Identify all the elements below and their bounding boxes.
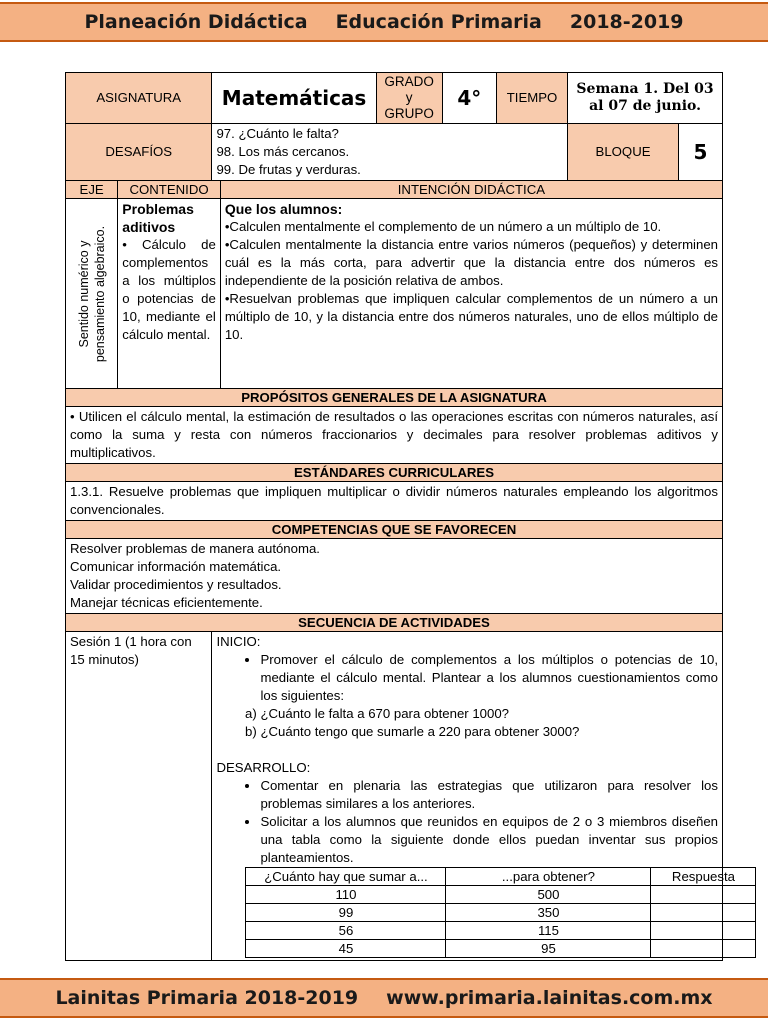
contenido-cell: [118, 199, 221, 389]
planning-table: [65, 72, 735, 961]
intencion-cell: [220, 199, 722, 389]
tiempo-label: TIEMPO: [496, 73, 567, 124]
activity-cell: [651, 904, 756, 922]
intencion-header: INTENCIÓN DIDÁCTICA: [220, 181, 722, 199]
activity-table: [245, 867, 756, 958]
activity-col-header: Respuesta: [651, 868, 756, 886]
tiempo-value: Semana 1. Del 03 al 07 de junio.: [568, 73, 723, 124]
propositos-text: • Utilicen el cálculo mental, la estimación de resultados o las operaciones escritas con números naturales, así como la suma y resta con números fraccionarios y decimales para resolver problemas aditivos y multiplicativos.: [66, 407, 723, 464]
intencion-item: •Calculen mentalmente el complemento de un número a un múltiplo de 10.: [224, 219, 662, 234]
estandares-header: ESTÁNDARES CURRICULARES: [66, 464, 723, 482]
question-item: b. ¿Cuánto tengo que sumarle a 220 para obtener 3000?: [260, 723, 718, 741]
footer-banner: [0, 978, 768, 1018]
question-item: a. ¿Cuánto le falta a 670 para obtener 1000?: [260, 705, 718, 723]
activity-row: [246, 904, 756, 922]
secuencia-header: SECUENCIA DE ACTIVIDADES: [66, 614, 723, 632]
estandares-text: 1.3.1. Resuelve problemas que impliquen multiplicar o dividir números naturales empleando los algoritmos convencionales.: [66, 482, 723, 521]
activity-cell: 45: [246, 940, 446, 958]
activity-cell: 110: [246, 886, 446, 904]
desafio-item: 99. De frutas y verduras.: [216, 162, 361, 177]
header-banner: [0, 2, 768, 42]
activity-cell: [651, 922, 756, 940]
asignatura-label: ASIGNATURA: [66, 73, 212, 124]
competencias-header: COMPETENCIAS QUE SE FAVORECEN: [66, 521, 723, 539]
intencion-item: •Resuelvan problemas que impliquen calcular complementos de un número a un múltiplo de 10, y la distancia entre dos números naturales, uno de ellos múltiplo de 10.: [224, 291, 718, 342]
footer-site-name: Lainitas Primaria 2018-2019: [55, 987, 359, 1009]
activity-cell: [651, 886, 756, 904]
activity-cell: 350: [446, 904, 651, 922]
competencia-item: Manejar técnicas eficientemente.: [70, 595, 263, 610]
competencias-list: [66, 539, 723, 614]
activity-cell: 56: [246, 922, 446, 940]
activity-row: [246, 922, 756, 940]
activity-cell: 500: [446, 886, 651, 904]
contenido-text: • Cálculo de complementos a los múltiplos o potencias de 10, mediante el cálculo mental.: [122, 237, 216, 342]
session-label: Sesión 1 (1 hora con 15 minutos): [66, 632, 212, 961]
eje-cell: [66, 199, 118, 389]
grado-value: 4°: [442, 73, 496, 124]
desafios-label: DESAFÍOS: [66, 124, 212, 181]
asignatura-value: Matemáticas: [212, 73, 376, 124]
inicio-bullet: • Promover el cálculo de complementos a los múltiplos o potencias de 10, mediante el cálculo mental. Plantear a los alumnos cuestionamientos como los siguientes:: [260, 651, 718, 705]
activity-cell: 95: [446, 940, 651, 958]
desarrollo-label: DESARROLLO:: [216, 760, 311, 775]
inicio-label: INICIO:: [216, 634, 261, 649]
contenido-header: CONTENIDO: [118, 181, 221, 199]
activity-cell: 99: [246, 904, 446, 922]
desarrollo-bullet: • Solicitar a los alumnos que reunidos en equipos de 2 o 3 miembros diseñen una tabla como la siguiente donde ellos puedan inventar sus propios planteamientos.: [260, 813, 718, 867]
contenido-title: Problemas aditivos: [122, 201, 194, 235]
desafio-item: 97. ¿Cuánto le falta?: [216, 126, 339, 141]
secuencia-body: [212, 632, 735, 961]
grado-label: GRADO y GRUPO: [376, 73, 442, 124]
activity-cell: [651, 940, 756, 958]
desafios-list: [212, 124, 568, 181]
activity-col-header: ¿Cuánto hay que sumar a...: [246, 868, 446, 886]
desarrollo-list: [216, 777, 718, 867]
activity-row: [246, 886, 756, 904]
eje-header: EJE: [66, 181, 118, 199]
activity-col-header: ...para obtener?: [446, 868, 651, 886]
eje-text: Sentido numérico y pensamiento algebraico.: [76, 225, 107, 362]
intencion-title: Que los alumnos:: [224, 201, 343, 217]
footer-url[interactable]: www.primaria.lainitas.com.mx: [386, 987, 713, 1009]
competencia-item: Resolver problemas de manera autónoma.: [70, 541, 320, 556]
bloque-value: 5: [678, 124, 722, 181]
desarrollo-bullet: • Comentar en plenaria las estrategias que utilizaron para resolver los problemas similares a los anteriores.: [260, 777, 718, 813]
activity-cell: 115: [446, 922, 651, 940]
desafio-item: 98. Los más cercanos.: [216, 144, 350, 159]
header-year: 2018-2019: [569, 11, 684, 33]
activity-row: [246, 940, 756, 958]
competencia-item: Validar procedimientos y resultados.: [70, 577, 282, 592]
header-level: Educación Primaria: [335, 11, 542, 33]
bloque-label: BLOQUE: [568, 124, 679, 181]
inicio-list: [216, 651, 718, 705]
competencia-item: Comunicar información matemática.: [70, 559, 282, 574]
intencion-item: •Calculen mentalmente la distancia entre varios números (pequeños) y determinen cuál es la más corta, para advertir que la distancia entre dos números es independiente de la posición relativa de ambos.: [224, 237, 718, 288]
header-title: Planeación Didáctica: [84, 11, 308, 33]
propositos-header: PROPÓSITOS GENERALES DE LA ASIGNATURA: [66, 389, 723, 407]
question-list: [216, 705, 718, 741]
